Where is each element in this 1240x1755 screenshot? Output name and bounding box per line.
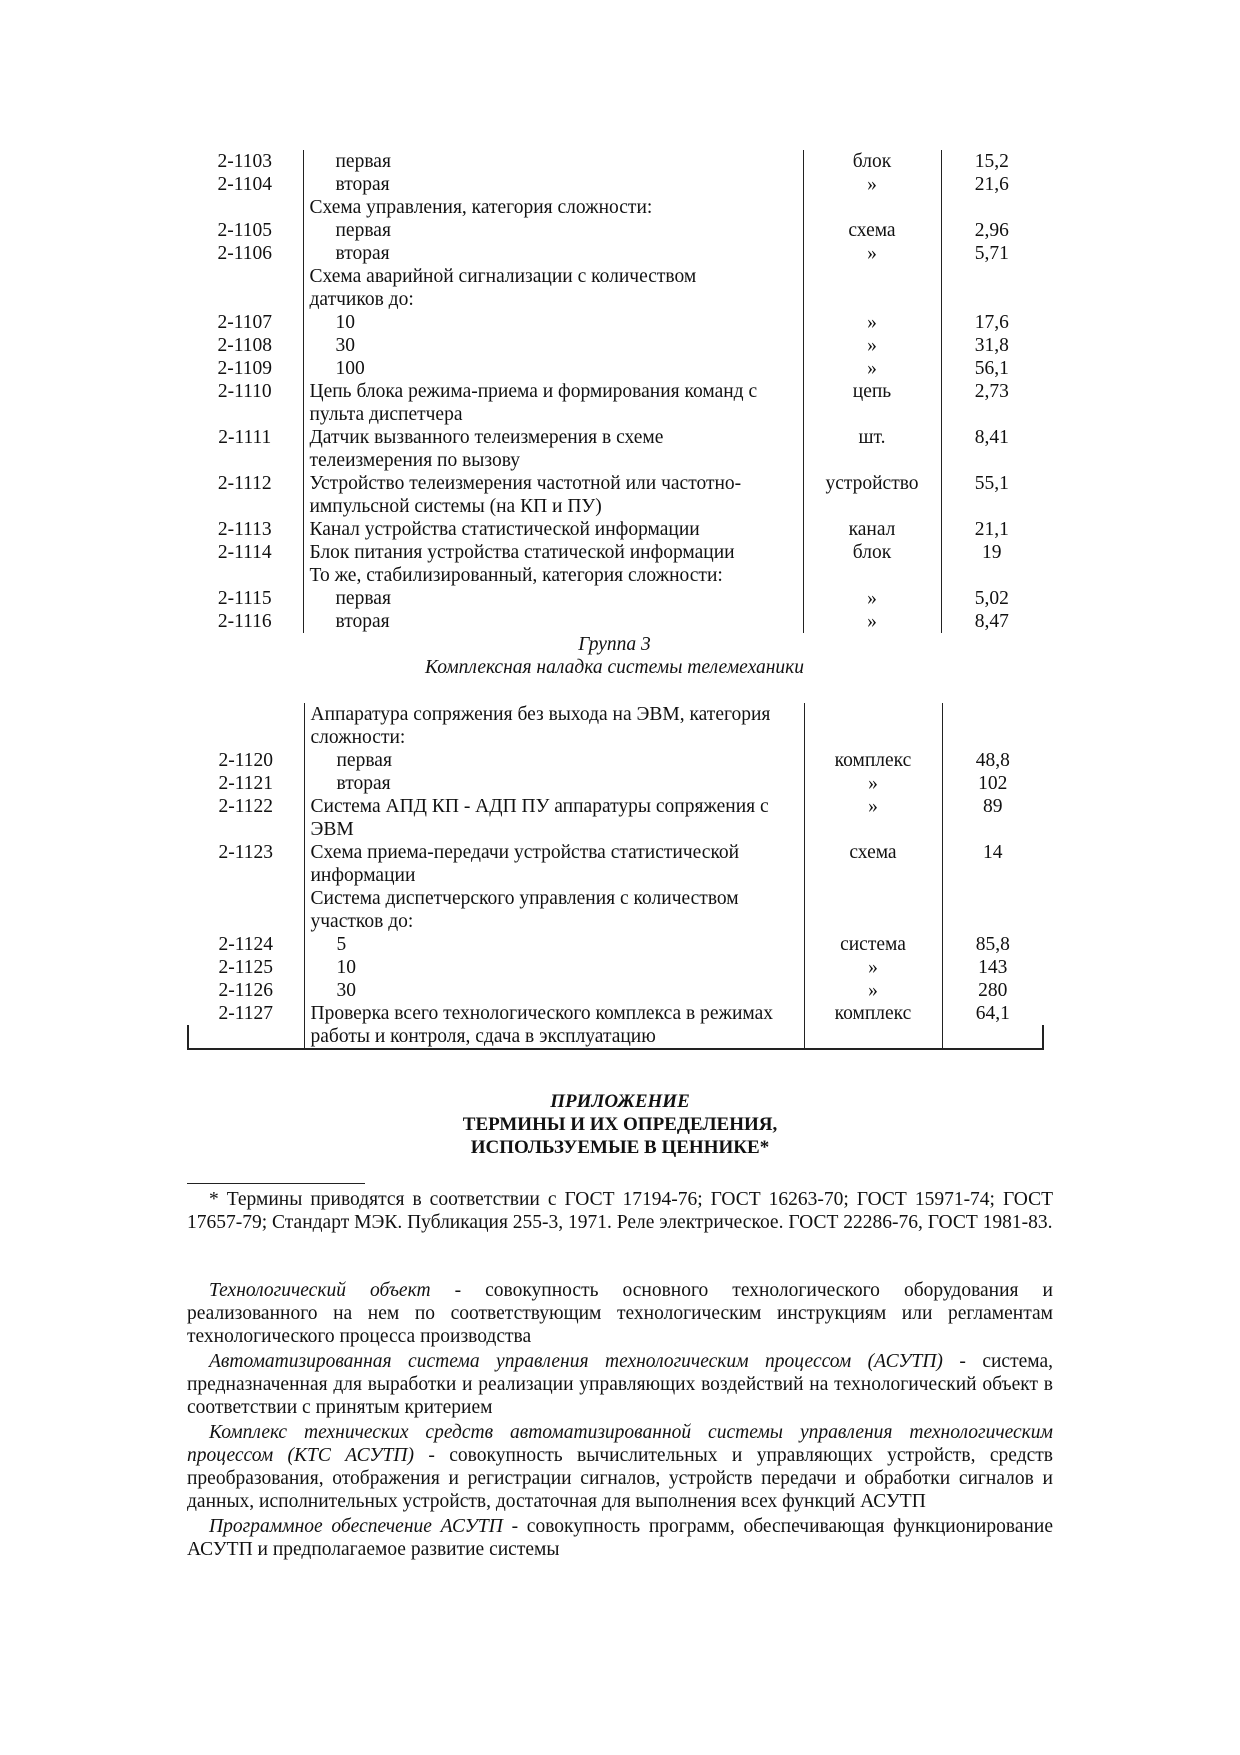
table-row (187, 196, 1042, 219)
name-cell: сложности: (304, 726, 804, 749)
unit-cell: » (803, 242, 941, 265)
name-cell: Канал устройства статистической информации (303, 518, 803, 541)
unit-cell: блок (803, 150, 941, 173)
name-cell: 30 (303, 334, 803, 357)
table-row (188, 887, 1043, 910)
value-cell: 15,2 (974, 151, 1009, 172)
code-cell (188, 910, 304, 933)
table-row (187, 518, 1042, 541)
value-cell: 85,8 (975, 934, 1010, 955)
value-cell (941, 495, 1042, 518)
table-row (188, 1002, 1043, 1025)
value-cell: 14 (983, 842, 1003, 863)
name-cell: Проверка всего технологического комплекса в режимах (304, 1002, 804, 1025)
value-cell: 89 (983, 796, 1003, 817)
code-cell: 2-1111 (218, 427, 272, 448)
table-row (188, 956, 1043, 979)
definition-term: Технологический объект (209, 1280, 431, 1301)
value-cell: 8,47 (974, 611, 1009, 632)
code-cell: 2-1123 (218, 842, 274, 863)
group-label: Группа 3 (578, 634, 651, 655)
unit-cell: » (804, 772, 942, 795)
code-cell: 2-1114 (217, 542, 272, 563)
code-cell: 2-1103 (217, 151, 273, 172)
table-row (187, 426, 1042, 449)
value-cell (942, 910, 1043, 933)
name-cell: Схема аварийной сигнализации с количеством (303, 265, 803, 288)
value-cell (942, 887, 1043, 910)
table-row (188, 910, 1043, 933)
code-cell (188, 703, 304, 726)
appendix-title-line2: ИСПОЛЬЗУЕМЫЕ В ЦЕННИКЕ* (470, 1137, 770, 1158)
table-row (188, 864, 1043, 887)
footnote-separator (187, 1183, 365, 1184)
value-cell: 21,1 (974, 519, 1009, 540)
definition-term: Комплекс технических средств автоматизированной системы управления технологическим процессом (КТС АСУТП) (187, 1422, 1053, 1466)
table-row (188, 933, 1043, 956)
appendix-label (187, 1090, 1053, 1113)
definition-term: Автоматизированная система управления технологическим процессом (АСУТП) (209, 1351, 943, 1372)
unit-cell (804, 887, 942, 910)
value-cell (942, 703, 1043, 726)
value-cell: 143 (978, 957, 1008, 978)
value-cell: 8,41 (974, 427, 1009, 448)
unit-cell: блок (803, 541, 941, 564)
value-cell: 102 (978, 773, 1008, 794)
name-cell: Схема приема-передачи устройства статистической (304, 841, 804, 864)
footnote: * Термины приводятся в соответствии с ГОСТ 17194-76; ГОСТ 16263-70; ГОСТ 15971-74; ГОСТ 17657-79; Стандарт МЭК. Публикация 255-3, 1971. Реле электрическое. ГОСТ 22286-76, ГОСТ 1981-83. (187, 1189, 1053, 1233)
unit-cell: » (803, 334, 941, 357)
name-cell: пульта диспетчера (303, 403, 803, 426)
code-cell: 2-1126 (218, 980, 274, 1001)
name-cell: Блок питания устройства статической информации (303, 541, 803, 564)
code-cell: 2-1113 (217, 519, 272, 540)
table-row (187, 219, 1042, 242)
code-cell: 2-1109 (217, 358, 273, 379)
name-cell: первая (303, 219, 803, 242)
table-row (187, 265, 1042, 288)
code-cell: 2-1122 (218, 796, 274, 817)
code-cell: 2-1127 (218, 1003, 274, 1024)
unit-cell: цепь (803, 380, 941, 403)
code-cell (188, 864, 304, 887)
definitions (187, 1279, 1053, 1561)
unit-cell (803, 564, 941, 587)
code-cell (188, 726, 304, 749)
unit-cell: устройство (803, 472, 941, 495)
value-cell (942, 726, 1043, 749)
code-cell (187, 288, 303, 311)
code-cell: 2-1115 (217, 588, 272, 609)
table-row (187, 380, 1042, 403)
name-cell: участков до: (304, 910, 804, 933)
name-cell: Схема управления, категория сложности: (303, 196, 803, 219)
code-cell (188, 1025, 304, 1049)
group-title: Комплексная наладка системы телемеханики (424, 657, 805, 678)
value-cell (941, 449, 1042, 472)
definition-text: - совокупность программ, обеспечивающая функционирование АСУТП и предполагаемое развитие системы (187, 1516, 1053, 1560)
value-cell: 2,73 (974, 381, 1009, 402)
table-row (188, 979, 1043, 1002)
price-table-group-2 (187, 150, 1042, 633)
code-cell: 2-1110 (217, 381, 272, 402)
unit-cell: » (803, 311, 941, 334)
unit-cell: комплекс (804, 1002, 942, 1025)
price-table-body (188, 703, 1043, 1049)
table-row (187, 449, 1042, 472)
table-row (188, 772, 1043, 795)
table-row (187, 610, 1042, 633)
table-row (187, 173, 1042, 196)
table-row (187, 150, 1042, 173)
definition-paragraph (187, 1350, 1053, 1419)
definition-text: - совокупность вычислительных и управляющих устройств, средств преобразования, отображения и регистрации сигналов, устройств передачи и обработки сигналов и данных, исполнительных устройств, достаточная для выполнения всех функций АСУТП (187, 1445, 1054, 1512)
name-cell: вторая (303, 173, 803, 196)
code-cell (188, 818, 304, 841)
unit-cell: комплекс (804, 749, 942, 772)
table-row (188, 841, 1043, 864)
value-cell: 280 (978, 980, 1008, 1001)
value-cell: 56,1 (974, 358, 1009, 379)
unit-cell (804, 864, 942, 887)
unit-cell (803, 288, 941, 311)
unit-cell: » (803, 610, 941, 633)
table-row (188, 726, 1043, 749)
name-cell: вторая (303, 242, 803, 265)
table-row (187, 403, 1042, 426)
price-table-group-3 (187, 703, 1044, 1050)
code-cell (187, 403, 303, 426)
name-cell: 5 (304, 933, 804, 956)
definition-text: - совокупность основного технологического оборудования и реализованного на нем по соответствующим технологическим инструкциям или регламентам технологического процесса производства (187, 1280, 1053, 1347)
unit-cell: система (804, 933, 942, 956)
code-cell (187, 449, 303, 472)
value-cell (942, 1025, 1043, 1049)
unit-cell (804, 1025, 942, 1049)
code-cell: 2-1125 (218, 957, 274, 978)
value-cell: 17,6 (974, 312, 1009, 333)
name-cell: 10 (304, 956, 804, 979)
value-cell (941, 196, 1042, 219)
appendix-label-text: ПРИЛОЖЕНИЕ (550, 1091, 690, 1112)
definition-paragraph (187, 1515, 1053, 1561)
code-cell: 2-1105 (217, 220, 273, 241)
value-cell: 5,02 (974, 588, 1009, 609)
table-row (188, 1025, 1043, 1049)
unit-cell: шт. (803, 426, 941, 449)
name-cell: То же, стабилизированный, категория сложности: (303, 564, 803, 587)
value-cell: 55,1 (974, 473, 1009, 494)
table-row (187, 357, 1042, 380)
code-cell (187, 495, 303, 518)
value-cell: 64,1 (975, 1003, 1010, 1024)
name-cell: 30 (304, 979, 804, 1002)
unit-cell: схема (804, 841, 942, 864)
name-cell: импульсной системы (на КП и ПУ) (303, 495, 803, 518)
unit-cell (803, 265, 941, 288)
definition-paragraph (187, 1421, 1053, 1513)
value-cell (941, 403, 1042, 426)
table-row (188, 703, 1043, 726)
unit-cell (804, 910, 942, 933)
unit-cell (804, 818, 942, 841)
code-cell: 2-1112 (217, 473, 272, 494)
name-cell: вторая (303, 610, 803, 633)
table-row (187, 288, 1042, 311)
code-cell: 2-1124 (218, 934, 274, 955)
code-cell: 2-1120 (218, 750, 274, 771)
definition-term: Программное обеспечение АСУТП (209, 1516, 503, 1537)
value-cell (942, 864, 1043, 887)
appendix-title-line1: ТЕРМИНЫ И ИХ ОПРЕДЕЛЕНИЯ, (462, 1114, 778, 1135)
unit-cell (804, 703, 942, 726)
unit-cell: » (804, 979, 942, 1002)
definition-paragraph (187, 1279, 1053, 1348)
value-cell (942, 818, 1043, 841)
table-row (187, 472, 1042, 495)
code-cell: 2-1121 (218, 773, 274, 794)
name-cell: Цепь блока режима-приема и формирования команд с (303, 380, 803, 403)
unit-cell (803, 495, 941, 518)
definition-text: - система, предназначенная для выработки и реализации управляющих воздействий на технологический объект в соответствии с принятым критерием (187, 1351, 1053, 1418)
table-row (188, 749, 1043, 772)
unit-cell: » (803, 357, 941, 380)
value-cell: 31,8 (974, 335, 1009, 356)
unit-cell: канал (803, 518, 941, 541)
unit-cell (803, 196, 941, 219)
table-row (187, 242, 1042, 265)
unit-cell: схема (803, 219, 941, 242)
name-cell: ЭВМ (304, 818, 804, 841)
name-cell: вторая (304, 772, 804, 795)
value-cell (941, 288, 1042, 311)
name-cell: первая (303, 150, 803, 173)
name-cell: Система АПД КП - АДП ПУ аппаратуры сопряжения с (304, 795, 804, 818)
value-cell: 19 (982, 542, 1002, 563)
name-cell: информации (304, 864, 804, 887)
name-cell: работы и контроля, сдача в эксплуатацию (304, 1025, 804, 1049)
name-cell: 100 (303, 357, 803, 380)
code-cell (187, 196, 303, 219)
value-cell: 2,96 (974, 220, 1009, 241)
table-row (187, 564, 1042, 587)
name-cell: первая (304, 749, 804, 772)
table-row (187, 311, 1042, 334)
code-cell: 2-1107 (217, 312, 273, 333)
table-row (188, 795, 1043, 818)
name-cell: Система диспетчерского управления с количеством (304, 887, 804, 910)
name-cell: телеизмерения по вызову (303, 449, 803, 472)
name-cell: Датчик вызванного телеизмерения в схеме (303, 426, 803, 449)
unit-cell (803, 449, 941, 472)
price-table-body (187, 150, 1042, 633)
table-row (187, 587, 1042, 610)
table-row (187, 495, 1042, 518)
value-cell (941, 564, 1042, 587)
name-cell: Устройство телеизмерения частотной или частотно- (303, 472, 803, 495)
code-cell: 2-1116 (217, 611, 272, 632)
unit-cell (803, 403, 941, 426)
code-cell (187, 265, 303, 288)
name-cell: Аппаратура сопряжения без выхода на ЭВМ, категория (304, 703, 804, 726)
unit-cell: » (803, 173, 941, 196)
unit-cell: » (804, 956, 942, 979)
name-cell: датчиков до: (303, 288, 803, 311)
code-cell (188, 887, 304, 910)
table-row (187, 541, 1042, 564)
name-cell: 10 (303, 311, 803, 334)
code-cell: 2-1104 (217, 174, 273, 195)
table-row (187, 334, 1042, 357)
value-cell: 5,71 (974, 243, 1009, 264)
unit-cell: » (803, 587, 941, 610)
code-cell (187, 564, 303, 587)
code-cell: 2-1106 (217, 243, 273, 264)
value-cell: 21,6 (974, 174, 1009, 195)
name-cell: первая (303, 587, 803, 610)
unit-cell (804, 726, 942, 749)
code-cell: 2-1108 (217, 335, 273, 356)
value-cell: 48,8 (975, 750, 1010, 771)
unit-cell: » (804, 795, 942, 818)
value-cell (941, 265, 1042, 288)
table-row (188, 818, 1043, 841)
